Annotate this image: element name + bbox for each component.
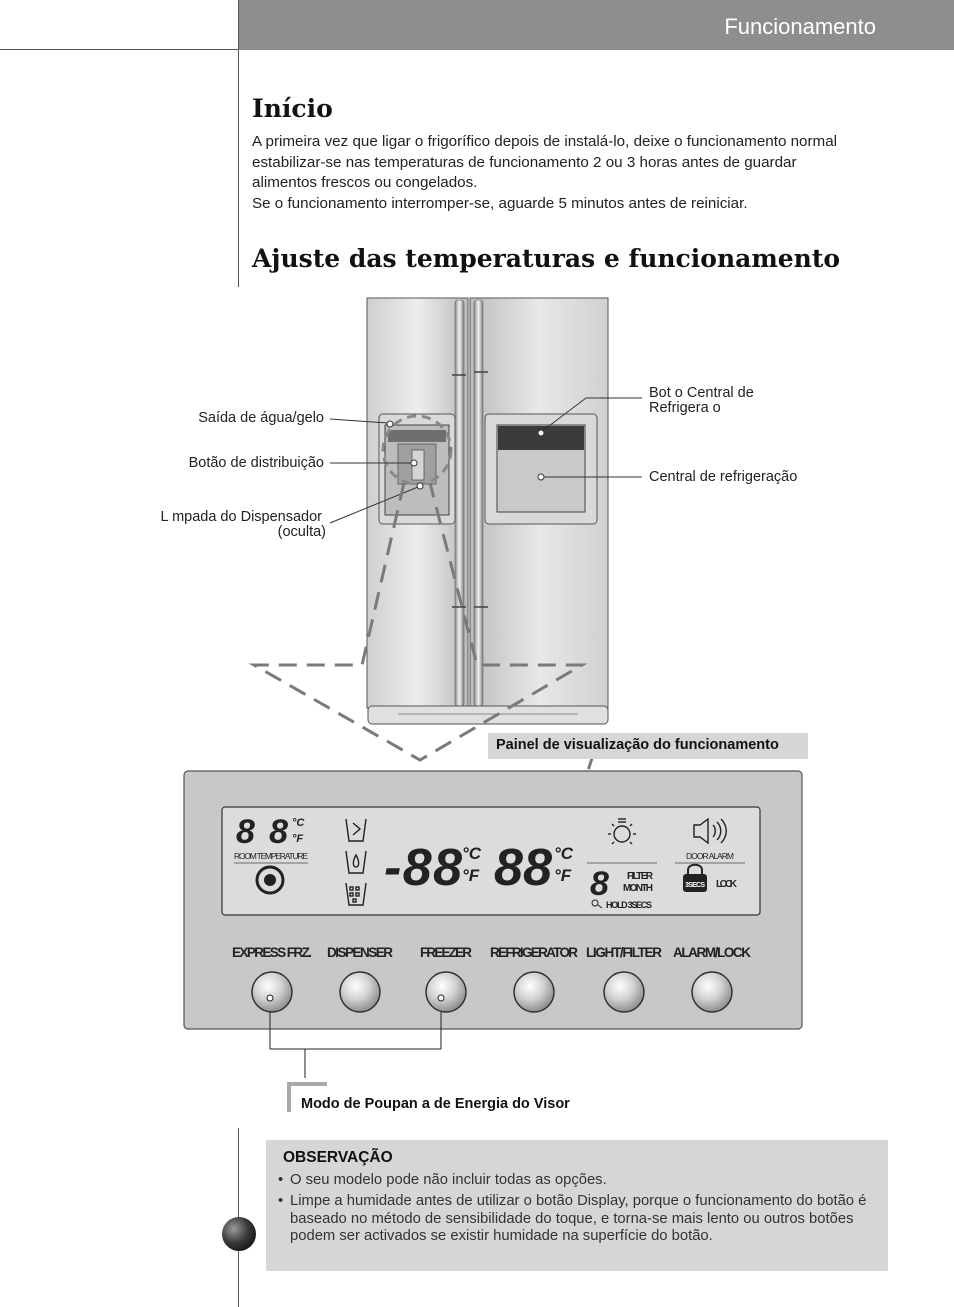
alarm-lock-button[interactable]	[692, 972, 732, 1012]
note-item	[278, 1172, 878, 1190]
callout-central-button-line-2: Refrigera o	[649, 400, 721, 416]
button-refrigerator[interactable]	[490, 945, 578, 1012]
callout-central-button-line-1: Bot o Central de	[649, 385, 754, 401]
freezer-button[interactable]	[426, 972, 466, 1012]
fridge-unit-c: °C	[554, 844, 574, 863]
callout-central-cooling: Central de refrigeração	[649, 469, 798, 485]
heading-ajuste: Ajuste das temperaturas e funcionamento	[252, 244, 841, 273]
button-label-dispenser: DISPENSER	[327, 945, 393, 960]
button-label-refrigerator: REFRIGERATOR	[490, 945, 578, 960]
intro-paragraph-1: A primeira vez que ligar o frigorífico depois de instalá-lo, deixe o funcionamento normal estabilizar-se nas temperaturas de funcionamento 2 ou 3 horas antes de guardar alimentos frescos ou congelados.	[252, 133, 838, 191]
callout-lamp-line-1: L mpada do Dispensador	[160, 509, 322, 525]
door-alarm-label: DOOR ALARM	[686, 851, 734, 861]
lock-badge: 3SECS	[685, 882, 705, 889]
refrigerator-button[interactable]	[514, 972, 554, 1012]
room-temp-unit-f: °F	[292, 833, 304, 845]
room-temp-digits: 88	[236, 813, 288, 851]
energy-mode-marker	[267, 995, 273, 1001]
callout-lamp-line-2: (oculta)	[277, 524, 326, 540]
button-label-express-frz: EXPRESS FRZ.	[232, 945, 312, 960]
button-express-frz[interactable]	[232, 945, 312, 1012]
express-frz-button[interactable]	[252, 972, 292, 1012]
page-marker-dot	[222, 1217, 256, 1251]
intro-paragraph-2: Se o funcionamento interromper-se, aguarde 5 minutos antes de reiniciar.	[252, 194, 748, 212]
button-label-freezer: FREEZER	[420, 945, 472, 960]
button-label-alarm-lock: ALARM/LOCK	[673, 945, 751, 960]
room-temp-unit-c: °C	[292, 817, 305, 829]
bullet: •	[278, 1193, 284, 1209]
panel-buttons	[184, 940, 802, 1030]
hold-label: HOLD 3SECS	[606, 900, 652, 910]
light-filter-button[interactable]	[604, 972, 644, 1012]
dispenser-button[interactable]	[340, 972, 380, 1012]
note-title: OBSERVAÇÃO	[283, 1149, 393, 1166]
freezer-temp-digits: -88	[384, 839, 462, 897]
section-title: Funcionamento	[724, 14, 876, 39]
callout-dispense-button: Botão de distribuição	[188, 455, 324, 471]
panel-label: Painel de visualização do funcionamento	[496, 737, 779, 753]
fridge-temp-digits: 88	[494, 839, 552, 897]
note-item-text: Limpe a humidade antes de utilizar o botão Display, porque o funcionamento do botão é baseado no método de sensibilidade do toque, e torna-se mais lento ou outros botões podem ser activados se existir humidade na superfície do botão.	[290, 1193, 867, 1244]
filter-label: FILTER	[627, 871, 653, 882]
cubed-ice-icon	[346, 883, 366, 905]
filter-digit: 8	[590, 865, 609, 903]
button-alarm-lock[interactable]	[673, 945, 751, 1012]
button-light-filter[interactable]	[586, 945, 662, 1012]
crushed-ice-icon	[346, 819, 366, 841]
note-item	[278, 1193, 878, 1246]
fridge-unit-f: °F	[554, 866, 572, 885]
lock-label: LOCK	[716, 879, 737, 890]
fridge-body	[367, 298, 608, 724]
callout-water-ice: Saída de água/gelo	[198, 410, 324, 426]
bullet: •	[278, 1172, 284, 1188]
energy-mode-marker	[438, 995, 444, 1001]
room-temp-label: ROOM TEMPERATURE	[234, 851, 308, 861]
speaker-icon	[694, 819, 726, 843]
express-freeze-icon	[257, 867, 283, 893]
button-freezer[interactable]	[420, 945, 472, 1012]
note-item-text: O seu modelo pode não incluir todas as opções.	[290, 1172, 607, 1188]
button-label-light-filter: LIGHT/FILTER	[586, 945, 662, 960]
month-label: MONTH	[623, 883, 653, 894]
water-icon	[346, 851, 366, 873]
light-icon	[608, 819, 636, 844]
energy-mode-label: Modo de Poupan a de Energia do Visor	[301, 1096, 570, 1112]
freezer-unit-c: °C	[462, 844, 482, 863]
button-dispenser[interactable]	[327, 945, 393, 1012]
heading-inicio: Início	[252, 94, 333, 123]
display-screen	[222, 807, 760, 915]
freezer-unit-f: °F	[462, 866, 480, 885]
